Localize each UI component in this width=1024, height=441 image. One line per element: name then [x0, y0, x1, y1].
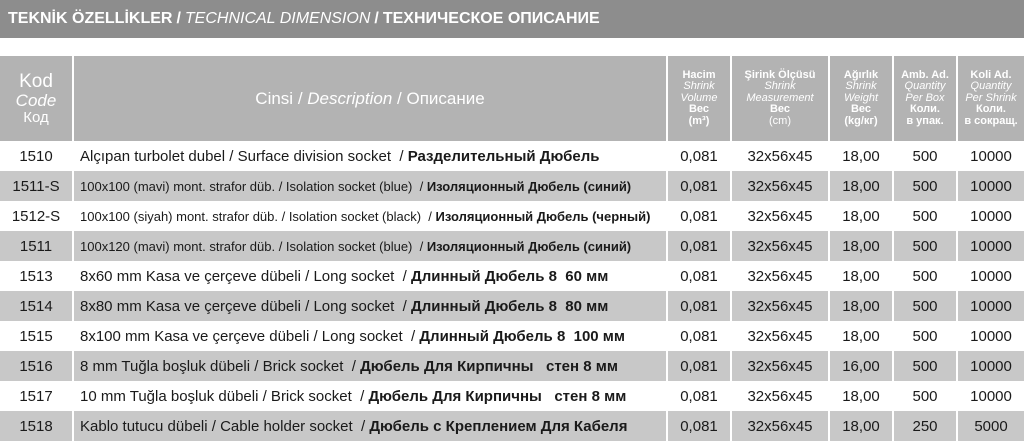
- header-koli-ru: в сокращ.: [964, 114, 1018, 127]
- row-quantity-per-box: 500: [912, 387, 938, 405]
- row-quantity-per-box: 500: [912, 267, 938, 285]
- header-desc-tr: Cinsi: [255, 88, 294, 108]
- header-shrink-en: Measurement: [746, 91, 814, 104]
- row-volume: 0,081: [680, 327, 718, 345]
- row-shrink-measurement: 32x56x45: [747, 207, 813, 225]
- row-shrink-measurement: 32x56x45: [747, 147, 813, 165]
- row-code: 1510: [19, 147, 53, 165]
- row-description-ru: Разделительный Дюбель: [407, 147, 600, 165]
- table-row: [0, 231, 1024, 261]
- header-volume-unit: (m³): [688, 114, 710, 127]
- row-quantity-per-box: 500: [894, 351, 956, 381]
- row-code: 1513: [19, 267, 53, 285]
- row-quantity-per-box: 500: [912, 207, 938, 225]
- title-ru: ТЕХНИЧЕСКОЕ ОПИСАНИЕ: [382, 10, 600, 27]
- row-description-ru: Дюбель с Креплением Для Кабеля: [369, 417, 628, 435]
- header-kod-ru: Код: [23, 108, 49, 126]
- row-description-ru: Дюбель Для Кирпичны стен 8 мм: [368, 387, 627, 405]
- row-description-text: Alçıpan turbolet dubel / Surface division socket /: [80, 147, 408, 165]
- title-tr: TEKNİK ÖZELLİKLER: [8, 10, 173, 27]
- row-description-text: 10 mm Tuğla boşluk dübeli / Brick socket /: [80, 387, 369, 405]
- row-volume: 0,081: [680, 387, 718, 405]
- header-box-ru: Коли.: [910, 103, 940, 116]
- row-quantity-per-box: 500: [894, 171, 956, 201]
- row-weight: 18,00: [830, 291, 892, 321]
- row-shrink-measurement: 32x56x45: [732, 411, 828, 441]
- row-shrink-measurement: 32x56x45: [747, 387, 813, 405]
- table-row: [0, 411, 1024, 441]
- row-quantity-per-shrink: 10000: [958, 231, 1024, 261]
- row-code: 1512-S: [11, 207, 61, 225]
- row-weight: 18,00: [842, 387, 880, 405]
- row-weight: 18,00: [830, 171, 892, 201]
- title-separator: /: [176, 10, 181, 27]
- row-code: 1511-S: [0, 171, 72, 201]
- table-row: [0, 291, 1024, 321]
- header-koli-ru: Коли.: [976, 103, 1006, 116]
- header-shrink-unit: (cm): [769, 114, 791, 127]
- header-volume-en: Shrink: [683, 80, 715, 93]
- row-quantity-per-shrink: 10000: [970, 207, 1012, 225]
- row-description-ru: Длинный Дюбель 8 60 мм: [411, 267, 609, 285]
- header-shrink-en: Shrink: [764, 80, 796, 93]
- row-description-text: Kablo tutucu dübeli / Cable holder socket /: [80, 417, 370, 435]
- row-quantity-per-shrink: 10000: [970, 327, 1012, 345]
- header-description: [74, 56, 666, 141]
- row-volume: 0,081: [680, 267, 718, 285]
- header-box-en: Per Box: [905, 91, 945, 104]
- header-desc-sep: /: [293, 88, 308, 108]
- row-weight: 18,00: [842, 267, 880, 285]
- header-volume-en: Volume: [680, 91, 718, 104]
- header-weight-unit: (kg/кг): [844, 114, 878, 127]
- header-weight: [830, 56, 892, 141]
- row-description: [74, 321, 666, 351]
- row-quantity-per-box: 500: [894, 291, 956, 321]
- header-weight-en: Shrink: [845, 80, 877, 93]
- row-shrink-measurement: 32x56x45: [732, 351, 828, 381]
- row-quantity-per-shrink: 10000: [958, 351, 1024, 381]
- row-quantity-per-shrink: 10000: [970, 267, 1012, 285]
- row-quantity-per-shrink: 10000: [958, 171, 1024, 201]
- header-koli-en: Quantity: [970, 80, 1012, 93]
- row-volume: 0,081: [668, 351, 730, 381]
- row-description-text: 100x120 (mavi) mont. strafor düb. / Isolation socket (blue) /: [80, 238, 427, 254]
- row-description-text: 8x80 mm Kasa ve çerçeve dübeli / Long socket /: [80, 297, 412, 315]
- table-row: [0, 381, 1024, 411]
- table-row: [0, 141, 1024, 171]
- row-quantity-per-shrink: 10000: [958, 291, 1024, 321]
- table-row: [0, 171, 1024, 201]
- row-volume: 0,081: [680, 207, 718, 225]
- row-description: [74, 141, 666, 171]
- row-description-text: 8x100 mm Kasa ve çerçeve dübeli / Long socket /: [80, 327, 420, 345]
- row-description-ru: Изоляционный Дюбель (синий): [426, 178, 632, 194]
- row-description: [74, 201, 666, 231]
- row-quantity-per-box: 500: [912, 147, 938, 165]
- table-row: [0, 321, 1024, 351]
- row-description-text: 8x60 mm Kasa ve çerçeve dübeli / Long socket /: [80, 267, 412, 285]
- row-description-text: 100x100 (siyah) mont. strafor düb. / Isolation socket (black) /: [80, 208, 436, 224]
- row-shrink-measurement: 32x56x45: [732, 231, 828, 261]
- row-description-ru: Изоляционный Дюбель (синий): [426, 238, 632, 254]
- header-box-en: Quantity: [904, 80, 946, 93]
- row-shrink-measurement: 32x56x45: [732, 291, 828, 321]
- row-code: 1511: [0, 231, 72, 261]
- header-kod-en: Code: [15, 90, 57, 110]
- row-quantity-per-box: 250: [894, 411, 956, 441]
- title-en: TECHNICAL DIMENSION: [184, 10, 371, 27]
- row-description: [74, 291, 666, 321]
- header-box-tr: Amb. Ad.: [901, 68, 949, 81]
- row-description: [74, 381, 666, 411]
- row-description-ru: Длинный Дюбель 8 100 мм: [419, 327, 626, 345]
- row-weight: 16,00: [830, 351, 892, 381]
- row-volume: 0,081: [668, 291, 730, 321]
- row-code: 1517: [19, 387, 53, 405]
- header-shrink-tr: Şirink Ölçüsü: [744, 68, 816, 81]
- table-row: [0, 351, 1024, 381]
- row-description: [74, 171, 666, 201]
- row-weight: 18,00: [830, 411, 892, 441]
- header-weight-ru: Вес: [850, 103, 872, 116]
- row-description-ru: Изоляционный Дюбель (черный): [435, 208, 651, 224]
- table-row: [0, 261, 1024, 291]
- row-volume: 0,081: [680, 147, 718, 165]
- row-volume: 0,081: [668, 231, 730, 261]
- row-code: 1518: [0, 411, 72, 441]
- header-kod-tr: Kod: [19, 70, 53, 92]
- row-description-text: 100x100 (mavi) mont. strafor düb. / Isolation socket (blue) /: [80, 178, 427, 194]
- row-weight: 18,00: [842, 207, 880, 225]
- row-code: 1514: [0, 291, 72, 321]
- row-weight: 18,00: [842, 327, 880, 345]
- row-quantity-per-shrink: 5000: [958, 411, 1024, 441]
- header-shrink-ru: Вес: [769, 103, 791, 116]
- row-volume: 0,081: [668, 411, 730, 441]
- header-weight-tr: Ağırlık: [843, 68, 879, 81]
- row-weight: 18,00: [842, 147, 880, 165]
- header-volume-tr: Hacim: [682, 68, 716, 81]
- row-volume: 0,081: [668, 171, 730, 201]
- row-weight: 18,00: [830, 231, 892, 261]
- header-volume-ru: Вес: [688, 103, 710, 116]
- row-quantity-per-shrink: 10000: [970, 147, 1012, 165]
- row-shrink-measurement: 32x56x45: [747, 327, 813, 345]
- row-shrink-measurement: 32x56x45: [747, 267, 813, 285]
- header-box-ru: в упак.: [906, 114, 944, 127]
- header-koli-tr: Koli Ad.: [970, 68, 1012, 81]
- row-description: [74, 261, 666, 291]
- header-koli: [958, 56, 1024, 141]
- row-description: [74, 231, 666, 261]
- row-code: 1515: [19, 327, 53, 345]
- row-shrink-measurement: 32x56x45: [732, 171, 828, 201]
- page-title: [0, 0, 1024, 38]
- header-koli-en: Per Shrink: [965, 91, 1017, 104]
- row-description: [74, 411, 666, 441]
- row-description-text: 8 mm Tuğla boşluk dübeli / Brick socket /: [80, 357, 361, 375]
- header-weight-en: Weight: [843, 91, 879, 104]
- row-description-ru: Дюбель Для Кирпичны стен 8 мм: [360, 357, 618, 375]
- header-volume: [668, 56, 730, 141]
- row-quantity-per-box: 500: [912, 327, 938, 345]
- header-shrink: [732, 56, 828, 141]
- row-code: 1516: [0, 351, 72, 381]
- header-desc-sep: /: [392, 88, 407, 108]
- row-quantity-per-box: 500: [894, 231, 956, 261]
- row-description: [74, 351, 666, 381]
- header-box: [894, 56, 956, 141]
- row-quantity-per-shrink: 10000: [970, 387, 1012, 405]
- table-row: [0, 201, 1024, 231]
- header-desc-ru: Описание: [406, 88, 485, 108]
- header-kod: [0, 56, 72, 141]
- row-description-ru: Длинный Дюбель 8 80 мм: [411, 297, 609, 315]
- title-separator: /: [374, 10, 379, 27]
- header-desc-en: Description: [307, 88, 393, 108]
